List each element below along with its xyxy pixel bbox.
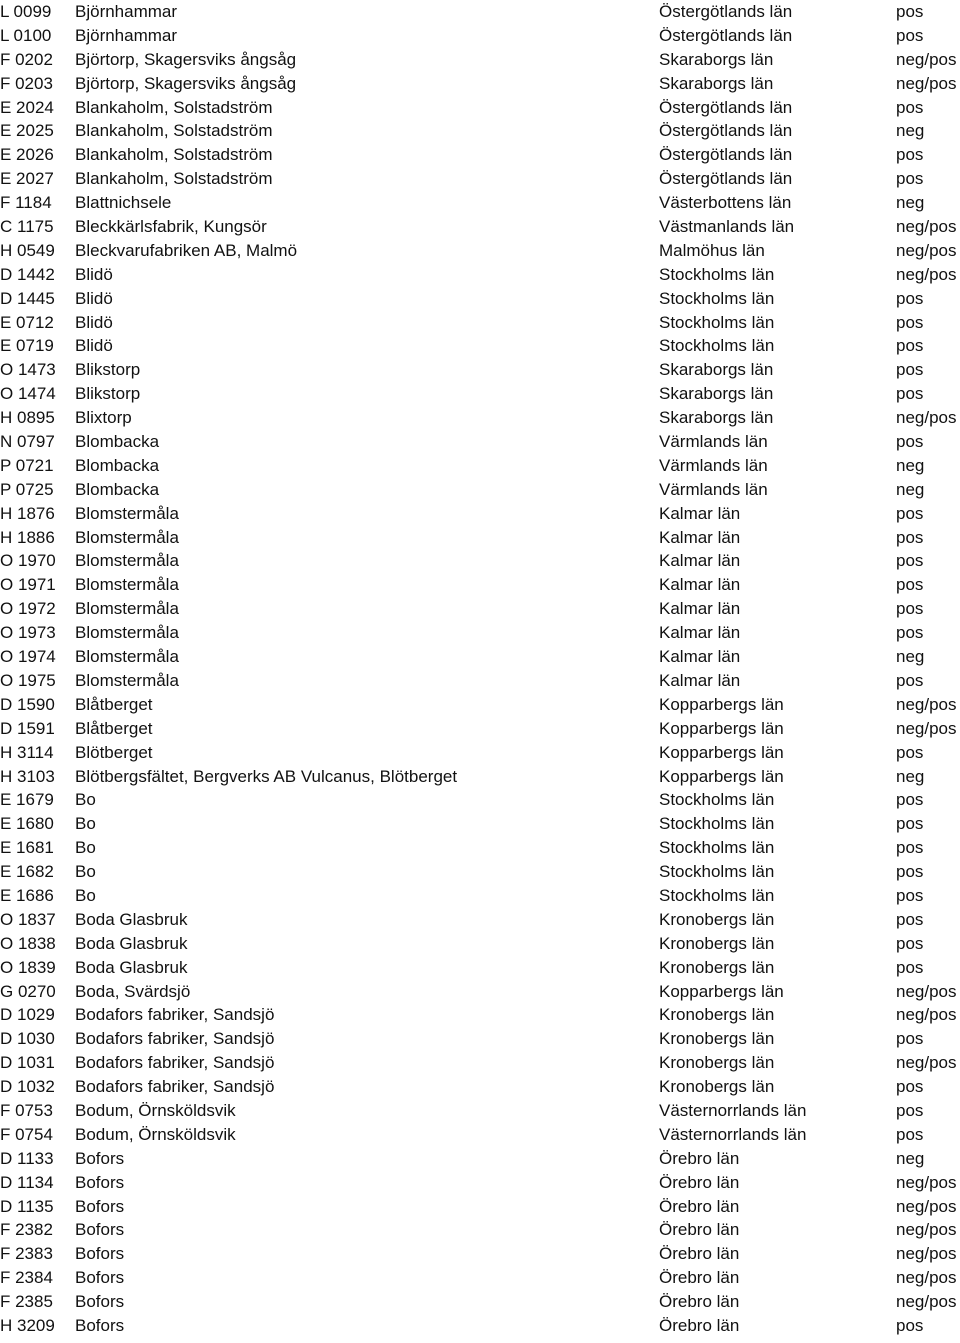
county-name: Örebro län <box>659 1220 740 1240</box>
table-row <box>0 502 960 526</box>
archive-code: F 2383 <box>0 1244 53 1264</box>
county-name: Västmanlands län <box>659 217 795 237</box>
county-name: Kalmar län <box>659 623 741 643</box>
archive-code: H 3103 <box>0 766 55 786</box>
negative-type: neg <box>896 1148 925 1168</box>
negative-type: pos <box>896 288 924 308</box>
place-name: Bleckkärlsfabrik, Kungsör <box>75 217 267 237</box>
table-row <box>0 24 960 48</box>
archive-code: C 1175 <box>0 217 54 237</box>
archive-code: D 1135 <box>0 1196 54 1216</box>
archive-code: D 1590 <box>0 694 55 714</box>
county-name: Västernorrlands län <box>659 1124 807 1144</box>
table-row <box>0 167 960 191</box>
place-name: Björtorp, Skagersviks ångsåg <box>75 73 297 93</box>
archive-code: H 0549 <box>0 240 55 260</box>
archive-code: D 1030 <box>0 1029 55 1049</box>
county-name: Kalmar län <box>659 527 741 547</box>
table-row <box>0 573 960 597</box>
table-row <box>0 765 960 789</box>
negative-type: pos <box>896 957 924 977</box>
table-row <box>0 0 960 24</box>
negative-type: pos <box>896 742 924 762</box>
negative-type: neg/pos <box>896 1244 957 1264</box>
county-name: Östergötlands län <box>659 25 793 45</box>
county-name: Västerbottens län <box>659 193 792 213</box>
archive-code: F 1184 <box>0 193 52 213</box>
table-row <box>0 191 960 215</box>
place-name: Blankaholm, Solstadström <box>75 169 273 189</box>
table-row <box>0 1075 960 1099</box>
county-name: Skaraborgs län <box>659 49 774 69</box>
county-name: Värmlands län <box>659 432 768 452</box>
archive-code: E 1681 <box>0 838 54 858</box>
table-row <box>0 1051 960 1075</box>
negative-type: pos <box>896 551 924 571</box>
county-name: Kopparbergs län <box>659 766 784 786</box>
negative-type: pos <box>896 97 924 117</box>
place-name: Bo <box>75 814 96 834</box>
archive-code: E 1680 <box>0 814 54 834</box>
table-row <box>0 1003 960 1027</box>
negative-type: neg/pos <box>896 217 957 237</box>
county-name: Örebro län <box>659 1196 740 1216</box>
negative-type: neg/pos <box>896 1172 957 1192</box>
negative-type: pos <box>896 670 924 690</box>
county-name: Kalmar län <box>659 551 741 571</box>
place-name: Bo <box>75 790 96 810</box>
place-name: Bodafors fabriker, Sandsjö <box>75 1053 275 1073</box>
table-row <box>0 1218 960 1242</box>
place-name: Bofors <box>75 1196 125 1216</box>
county-name: Kronobergs län <box>659 1053 775 1073</box>
archive-code: D 1134 <box>0 1172 54 1192</box>
place-name: Blomstermåla <box>75 551 179 571</box>
table-row <box>0 287 960 311</box>
archive-code: O 1975 <box>0 670 56 690</box>
negative-type: pos <box>896 1315 924 1335</box>
county-name: Östergötlands län <box>659 145 793 165</box>
county-name: Örebro län <box>659 1172 740 1192</box>
table-row <box>0 932 960 956</box>
archive-code: D 1591 <box>0 718 55 738</box>
county-name: Örebro län <box>659 1315 740 1335</box>
negative-type: pos <box>896 1100 924 1120</box>
place-name: Blikstorp <box>75 384 141 404</box>
county-name: Östergötlands län <box>659 121 793 141</box>
place-name: Bofors <box>75 1315 125 1335</box>
negative-type: pos <box>896 1077 924 1097</box>
county-name: Stockholms län <box>659 790 775 810</box>
county-name: Skaraborgs län <box>659 408 774 428</box>
table-row <box>0 549 960 573</box>
negative-type: pos <box>896 885 924 905</box>
negative-type: pos <box>896 312 924 332</box>
table-row <box>0 382 960 406</box>
negative-type: pos <box>896 862 924 882</box>
negative-type: neg/pos <box>896 694 957 714</box>
table-row <box>0 717 960 741</box>
county-name: Kopparbergs län <box>659 742 784 762</box>
archive-code: H 0895 <box>0 408 55 428</box>
county-name: Stockholms län <box>659 336 775 356</box>
county-name: Stockholms län <box>659 862 775 882</box>
archive-code: D 1032 <box>0 1077 55 1097</box>
archive-code: E 1682 <box>0 862 54 882</box>
table-row <box>0 1266 960 1290</box>
county-name: Stockholms län <box>659 312 775 332</box>
place-name: Blomstermåla <box>75 527 179 547</box>
place-name: Blidö <box>75 336 113 356</box>
place-name: Blombacka <box>75 455 160 475</box>
county-name: Skaraborgs län <box>659 384 774 404</box>
negative-type: pos <box>896 599 924 619</box>
county-name: Kronobergs län <box>659 1029 775 1049</box>
table-row <box>0 72 960 96</box>
county-name: Kronobergs län <box>659 957 775 977</box>
county-name: Stockholms län <box>659 814 775 834</box>
archive-code: E 1679 <box>0 790 54 810</box>
archive-code: F 2384 <box>0 1268 53 1288</box>
negative-type: pos <box>896 384 924 404</box>
place-name: Blidö <box>75 288 113 308</box>
county-name: Stockholms län <box>659 838 775 858</box>
place-name: Blomstermåla <box>75 575 179 595</box>
archive-code: E 2026 <box>0 145 54 165</box>
place-name: Bo <box>75 838 96 858</box>
table-row <box>0 669 960 693</box>
table-row <box>0 48 960 72</box>
table-row <box>0 812 960 836</box>
archive-code: E 0712 <box>0 312 54 332</box>
archive-code: O 1837 <box>0 909 56 929</box>
county-name: Kronobergs län <box>659 1005 775 1025</box>
county-name: Kalmar län <box>659 575 741 595</box>
negative-type: pos <box>896 169 924 189</box>
table-row <box>0 693 960 717</box>
place-name: Blomstermåla <box>75 599 179 619</box>
negative-type: pos <box>896 2 924 21</box>
county-name: Östergötlands län <box>659 97 793 117</box>
county-name: Kalmar län <box>659 647 741 667</box>
table-row <box>0 526 960 550</box>
table-row <box>0 454 960 478</box>
place-name: Blidö <box>75 264 113 284</box>
archive-code: H 1886 <box>0 527 55 547</box>
negative-type: neg <box>896 479 925 499</box>
place-name: Bofors <box>75 1220 125 1240</box>
table-row <box>0 956 960 980</box>
archive-code: E 2027 <box>0 169 54 189</box>
table-row <box>0 836 960 860</box>
archive-code: D 1133 <box>0 1148 54 1168</box>
county-name: Kalmar län <box>659 599 741 619</box>
county-name: Stockholms län <box>659 288 775 308</box>
archive-code: O 1971 <box>0 575 56 595</box>
archive-code: O 1972 <box>0 599 56 619</box>
archive-code: F 0754 <box>0 1124 53 1144</box>
county-name: Örebro län <box>659 1148 740 1168</box>
negative-type: pos <box>896 1124 924 1144</box>
place-name: Blankaholm, Solstadström <box>75 97 273 117</box>
table-row <box>0 1195 960 1219</box>
archive-code: H 3209 <box>0 1315 55 1335</box>
table-row <box>0 96 960 120</box>
negative-type: neg <box>896 766 925 786</box>
table-row <box>0 1099 960 1123</box>
negative-type: pos <box>896 432 924 452</box>
table-row <box>0 263 960 287</box>
archive-code: F 2382 <box>0 1220 53 1240</box>
archive-code: E 1686 <box>0 885 54 905</box>
county-name: Malmöhus län <box>659 240 765 260</box>
table-row <box>0 1027 960 1051</box>
negative-type: neg/pos <box>896 49 957 69</box>
negative-type: neg <box>896 193 925 213</box>
table-row <box>0 143 960 167</box>
table-row <box>0 1242 960 1266</box>
archive-code: N 0797 <box>0 432 55 452</box>
place-name: Bo <box>75 885 96 905</box>
county-name: Värmlands län <box>659 479 768 499</box>
place-name: Björtorp, Skagersviks ångsåg <box>75 49 297 69</box>
negative-type: pos <box>896 25 924 45</box>
negative-type: neg/pos <box>896 981 957 1001</box>
place-name: Bodafors fabriker, Sandsjö <box>75 1029 275 1049</box>
place-name: Boda, Svärdsjö <box>75 981 191 1001</box>
negative-type: pos <box>896 575 924 595</box>
table-row <box>0 860 960 884</box>
place-name: Blankaholm, Solstadström <box>75 145 273 165</box>
table-row <box>0 597 960 621</box>
place-name: Boda Glasbruk <box>75 933 188 953</box>
place-name: Björnhammar <box>75 2 178 21</box>
negative-type: pos <box>896 503 924 523</box>
negative-type: pos <box>896 790 924 810</box>
negative-type: pos <box>896 909 924 929</box>
place-name: Blombacka <box>75 432 160 452</box>
place-name: Bodum, Örnsköldsvik <box>75 1100 236 1120</box>
archive-code: P 0725 <box>0 479 54 499</box>
county-name: Kopparbergs län <box>659 694 784 714</box>
archive-code: G 0270 <box>0 981 56 1001</box>
place-name: Björnhammar <box>75 25 178 45</box>
table-row <box>0 645 960 669</box>
table-row <box>0 908 960 932</box>
archive-code: D 1445 <box>0 288 55 308</box>
negative-type: neg/pos <box>896 1196 957 1216</box>
archive-code: L 0100 <box>0 25 52 45</box>
place-name: Blötbergsfältet, Bergverks AB Vulcanus, Blötberget <box>75 766 458 786</box>
negative-type: pos <box>896 527 924 547</box>
place-name: Blötberget <box>75 742 153 762</box>
negative-type: pos <box>896 814 924 834</box>
table-row <box>0 741 960 765</box>
place-name: Blixtorp <box>75 408 132 428</box>
table-row <box>0 311 960 335</box>
county-name: Östergötlands län <box>659 2 793 21</box>
negative-type: pos <box>896 838 924 858</box>
county-name: Skaraborgs län <box>659 360 774 380</box>
place-name: Blomstermåla <box>75 670 179 690</box>
table-row <box>0 239 960 263</box>
negative-type: neg/pos <box>896 1220 957 1240</box>
county-name: Kalmar län <box>659 503 741 523</box>
negative-type: neg/pos <box>896 240 957 260</box>
place-name: Blikstorp <box>75 360 141 380</box>
county-name: Östergötlands län <box>659 169 793 189</box>
negative-type: pos <box>896 623 924 643</box>
place-name: Bofors <box>75 1244 125 1264</box>
place-name: Blomstermåla <box>75 647 179 667</box>
county-name: Stockholms län <box>659 885 775 905</box>
negative-type: neg <box>896 121 925 141</box>
place-name: Bofors <box>75 1172 125 1192</box>
table-row <box>0 334 960 358</box>
county-name: Värmlands län <box>659 455 768 475</box>
archive-code: H 1876 <box>0 503 55 523</box>
place-name: Bofors <box>75 1292 125 1312</box>
county-name: Kalmar län <box>659 670 741 690</box>
place-name: Blidö <box>75 312 113 332</box>
county-name: Stockholms län <box>659 264 775 284</box>
negative-type: neg/pos <box>896 1053 957 1073</box>
county-name: Örebro län <box>659 1268 740 1288</box>
negative-type: neg/pos <box>896 1268 957 1288</box>
county-name: Kopparbergs län <box>659 718 784 738</box>
archive-code: F 2385 <box>0 1292 53 1312</box>
place-name: Blomstermåla <box>75 623 179 643</box>
archive-code: F 0203 <box>0 73 53 93</box>
table-row <box>0 1123 960 1147</box>
place-name: Bodafors fabriker, Sandsjö <box>75 1077 275 1097</box>
archive-code: O 1974 <box>0 647 56 667</box>
place-name: Boda Glasbruk <box>75 957 188 977</box>
table-row <box>0 406 960 430</box>
table-row <box>0 788 960 812</box>
negative-type: neg/pos <box>896 264 957 284</box>
archive-code: O 1473 <box>0 360 56 380</box>
place-name: Bo <box>75 862 96 882</box>
place-name: Bodum, Örnsköldsvik <box>75 1124 236 1144</box>
negative-type: neg <box>896 455 925 475</box>
table-row <box>0 884 960 908</box>
archive-code: F 0753 <box>0 1100 53 1120</box>
negative-type: pos <box>896 360 924 380</box>
negative-type: neg/pos <box>896 1292 957 1312</box>
county-name: Kopparbergs län <box>659 981 784 1001</box>
archive-code: E 2025 <box>0 121 54 141</box>
place-name: Blåtberget <box>75 718 153 738</box>
table-row <box>0 1171 960 1195</box>
table-row <box>0 358 960 382</box>
table-row <box>0 215 960 239</box>
table-row <box>0 119 960 143</box>
negative-type: pos <box>896 336 924 356</box>
negative-type: pos <box>896 933 924 953</box>
county-name: Kronobergs län <box>659 1077 775 1097</box>
place-name: Bofors <box>75 1148 125 1168</box>
place-name: Blattnichsele <box>75 193 172 213</box>
county-name: Kronobergs län <box>659 909 775 929</box>
county-name: Örebro län <box>659 1292 740 1312</box>
archive-code: O 1838 <box>0 933 56 953</box>
place-name: Boda Glasbruk <box>75 909 188 929</box>
archive-code: D 1029 <box>0 1005 55 1025</box>
county-name: Kronobergs län <box>659 933 775 953</box>
table-row <box>0 980 960 1004</box>
place-name: Blankaholm, Solstadström <box>75 121 273 141</box>
archive-code: E 2024 <box>0 97 54 117</box>
archive-code: H 3114 <box>0 742 54 762</box>
table-row <box>0 621 960 645</box>
place-name: Blomstermåla <box>75 503 179 523</box>
place-name: Blombacka <box>75 479 160 499</box>
table-row <box>0 478 960 502</box>
negative-type: pos <box>896 1029 924 1049</box>
place-name: Blåtberget <box>75 694 153 714</box>
archive-code: D 1442 <box>0 264 55 284</box>
place-name: Bofors <box>75 1268 125 1288</box>
archive-code: O 1970 <box>0 551 56 571</box>
archive-code: E 0719 <box>0 336 54 356</box>
archive-code: O 1474 <box>0 384 56 404</box>
archive-code: O 1973 <box>0 623 56 643</box>
table-row <box>0 1290 960 1314</box>
negative-type: neg <box>896 647 925 667</box>
county-name: Västernorrlands län <box>659 1100 807 1120</box>
archive-code: D 1031 <box>0 1053 55 1073</box>
archive-code: F 0202 <box>0 49 53 69</box>
place-name: Bodafors fabriker, Sandsjö <box>75 1005 275 1025</box>
county-name: Skaraborgs län <box>659 73 774 93</box>
table-row <box>0 1147 960 1171</box>
negative-type: neg/pos <box>896 73 957 93</box>
archive-code: P 0721 <box>0 455 54 475</box>
archive-code: O 1839 <box>0 957 56 977</box>
negative-type: neg/pos <box>896 1005 957 1025</box>
place-name: Bleckvarufabriken AB, Malmö <box>75 240 298 260</box>
county-name: Örebro län <box>659 1244 740 1264</box>
table-row <box>0 1314 960 1338</box>
archive-code: L 0099 <box>0 2 52 21</box>
negative-type: pos <box>896 145 924 165</box>
negative-type: neg/pos <box>896 718 957 738</box>
negative-type: neg/pos <box>896 408 957 428</box>
table-row <box>0 430 960 454</box>
